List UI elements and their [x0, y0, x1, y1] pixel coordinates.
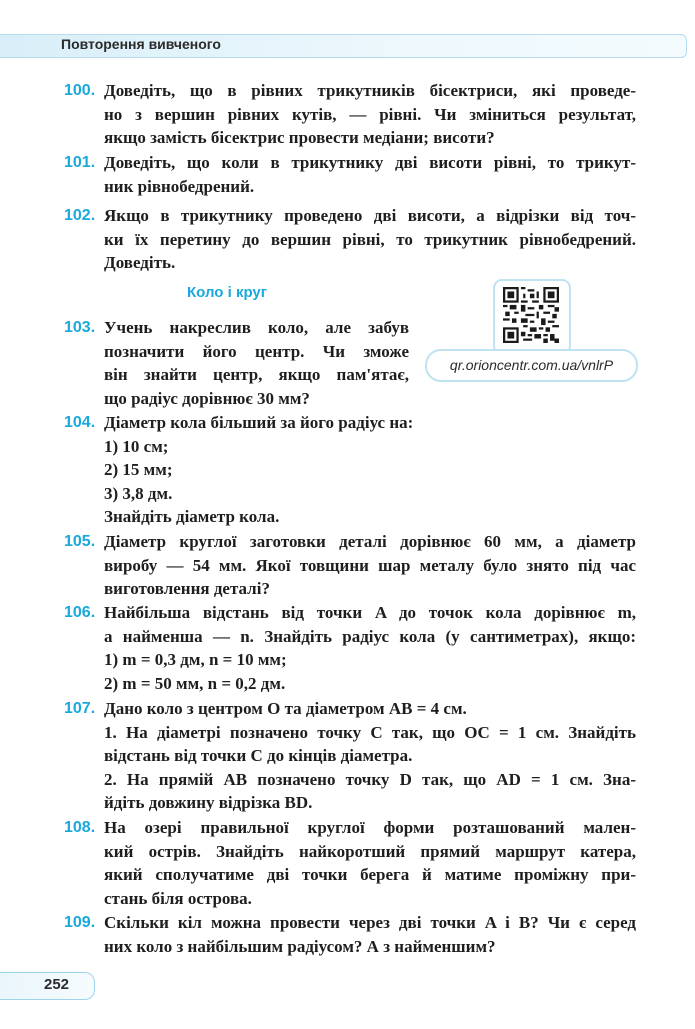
problem-text-line: них коло з найбільшим радіусом? А з найменшим?: [104, 936, 496, 956]
problem-105: [64, 530, 636, 601]
problem-101: [64, 151, 636, 198]
problem-number: 106.: [64, 604, 96, 621]
problem-number: 102.: [64, 207, 96, 224]
problem-103: [64, 316, 409, 410]
problem-text-line: Скільки кіл можна провести через дві точки A і B? Чи є серед: [104, 913, 636, 932]
problem-104: [64, 411, 636, 529]
problem-text-line: Учень накреслив коло, але забув: [104, 318, 409, 337]
problem-text-line: 2. На прямій AB позначено точку D так, що AD = 1 см. Зна-: [104, 769, 636, 789]
problem-text-line: 1) 10 см;: [104, 436, 169, 456]
qr-code[interactable]: [493, 279, 571, 355]
problem-text-line: кий острів. Знайдіть найкоротший прямий маршрут катера,: [104, 841, 636, 861]
problem-text-line: виробу — 54 мм. Якої товщини шар металу було знято під час: [104, 555, 636, 575]
qr-link[interactable]: qr.orioncentr.com.ua/vnlrP: [425, 349, 638, 382]
problem-text-line: Доведіть.: [104, 253, 176, 273]
problem-text-line: Діаметр круглої заготовки деталі дорівнює 60 мм, а діаметр: [104, 532, 636, 551]
problem-text-line: він знайти центр, якщо пам'ятає,: [104, 365, 409, 385]
problem-text-line: но з вершин рівних кутів, — рівні. Чи зміниться результат,: [104, 104, 636, 124]
problem-text-line: Доведіть, що коли в трикутнику дві висоти рівні, то трикут-: [104, 153, 636, 172]
problem-text-line: ки їх перетину до вершин рівні, то трикутник рівнобедрений.: [104, 229, 636, 249]
problem-text-line: Якщо в трикутнику проведено дві висоти, а відрізки від точ-: [104, 206, 636, 225]
problem-100: [64, 79, 636, 150]
problem-text-line: Найбільша відстань від точки A до точок кола дорівнює m,: [104, 603, 636, 622]
problem-number: 108.: [64, 819, 96, 836]
problem-text-line: 2) m = 50 мм, n = 0,2 дм.: [104, 673, 286, 693]
problem-text-line: На озері правильної круглої форми розташований мален-: [104, 818, 636, 837]
problem-text-line: а найменша — n. Знайдіть радіус кола (у сантиметрах), якщо:: [104, 626, 636, 646]
problem-109: [64, 911, 636, 958]
problem-number: 103.: [64, 319, 96, 336]
problem-number: 105.: [64, 533, 96, 550]
problem-text-line: що радіус дорівнює 30 мм?: [104, 388, 310, 408]
problem-text-line: виготовлення деталі?: [104, 579, 270, 599]
problem-text-line: який сполучатиме дві точки берега й матиме проміжну при-: [104, 865, 636, 885]
problem-text-line: Дано коло з центром O та діаметром AB = 4 см.: [104, 699, 467, 718]
problem-number: 109.: [64, 914, 96, 931]
problem-106: [64, 601, 636, 695]
problem-text-line: відстань від точки C до кінців діаметра.: [104, 746, 413, 766]
page-header-title: Повторення вивченого: [61, 36, 221, 52]
section-heading: Коло і круг: [187, 284, 268, 301]
problem-text-line: Знайдіть діаметр кола.: [104, 507, 280, 527]
problem-text-line: 2) 15 мм;: [104, 460, 173, 480]
problem-text-line: йдіть довжину відрізка BD.: [104, 793, 313, 813]
problem-text-line: Доведіть, що в рівних трикутників бісектриси, які проведе-: [104, 81, 636, 100]
qr-code-icon: [503, 287, 559, 343]
problem-text-line: якщо замість бісектрис провести медіани; висоти?: [104, 128, 495, 148]
problem-number: 104.: [64, 414, 96, 431]
problem-text-line: 1) m = 0,3 дм, n = 10 мм;: [104, 650, 287, 670]
problem-text-line: 1. На діаметрі позначено точку C так, що OC = 1 см. Знайдіть: [104, 722, 636, 742]
problem-102: [64, 204, 636, 275]
problem-number: 107.: [64, 700, 96, 717]
problem-107: [64, 697, 636, 815]
problem-number: 101.: [64, 154, 96, 171]
problem-text-line: 3) 3,8 дм.: [104, 483, 173, 503]
problem-number: 100.: [64, 82, 96, 99]
problem-108: [64, 816, 636, 910]
problem-text-line: ник рівнобедрений.: [104, 176, 255, 196]
page-number: 252: [44, 976, 70, 993]
problem-text-line: позначити його центр. Чи зможе: [104, 341, 409, 361]
problem-text-line: Діаметр кола більший за його радіус на:: [104, 413, 414, 432]
problem-text-line: стань біля острова.: [104, 888, 252, 908]
